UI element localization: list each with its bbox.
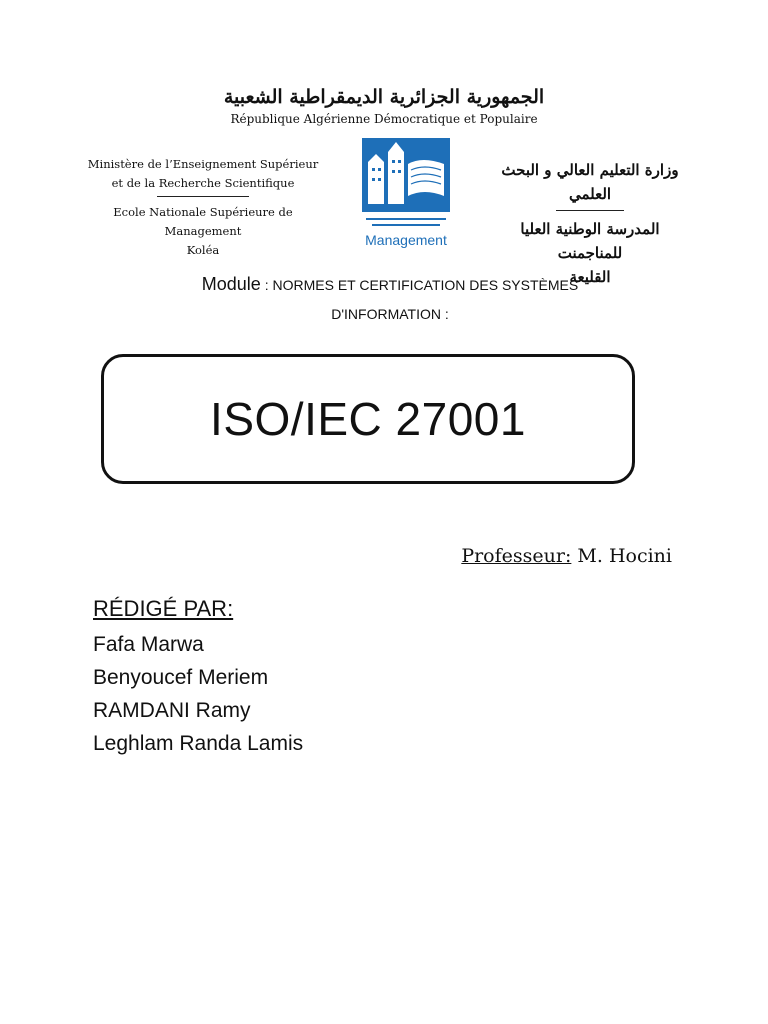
author-name: Fafa Marwa xyxy=(93,633,204,656)
title-box xyxy=(101,354,635,484)
header-french-title: République Algérienne Démocratique et Populaire xyxy=(230,112,538,126)
document-title: ISO/IEC 27001 xyxy=(210,393,526,445)
school-line-2: Koléa xyxy=(186,243,220,257)
left-institution-block xyxy=(82,155,324,260)
ministry-line-2: et de la Recherche Scientifique xyxy=(111,176,295,190)
logo-text: Management xyxy=(365,232,447,248)
school-logo xyxy=(358,134,454,254)
divider xyxy=(157,196,249,197)
professor-line xyxy=(461,545,672,567)
header-arabic-title: الجمهورية الجزائرية الديمقراطية الشعبية xyxy=(223,86,545,108)
module-title-line-1: : NORMES ET CERTIFICATION DES SYSTÈMES xyxy=(264,277,579,293)
school-arabic: المدرسة الوطنية العليا للمناجمنت xyxy=(520,220,660,262)
author-name: Leghlam Randa Lamis xyxy=(93,732,304,755)
professor-name: M. Hocini xyxy=(577,545,672,567)
divider xyxy=(556,210,624,211)
ministry-arabic: وزارة التعليم العالي و البحث العلمي xyxy=(501,161,679,203)
authors-list xyxy=(93,628,303,760)
school-line-1: Ecole Nationale Supérieure de Management xyxy=(113,205,293,238)
professor-label: Professeur: xyxy=(461,545,572,567)
author-name: RAMDANI Ramy xyxy=(93,699,251,722)
ministry-line-1: Ministère de l’Enseignement Supérieur xyxy=(87,157,319,171)
module-line xyxy=(110,270,670,329)
module-label: Module xyxy=(201,274,261,294)
city-arabic: القليعة xyxy=(569,268,611,286)
logo-graphic xyxy=(358,134,454,234)
authors-heading: RÉDIGÉ PAR: xyxy=(93,596,234,621)
author-name: Benyoucef Meriem xyxy=(93,666,269,689)
module-title-line-2: D'INFORMATION : xyxy=(331,306,449,322)
